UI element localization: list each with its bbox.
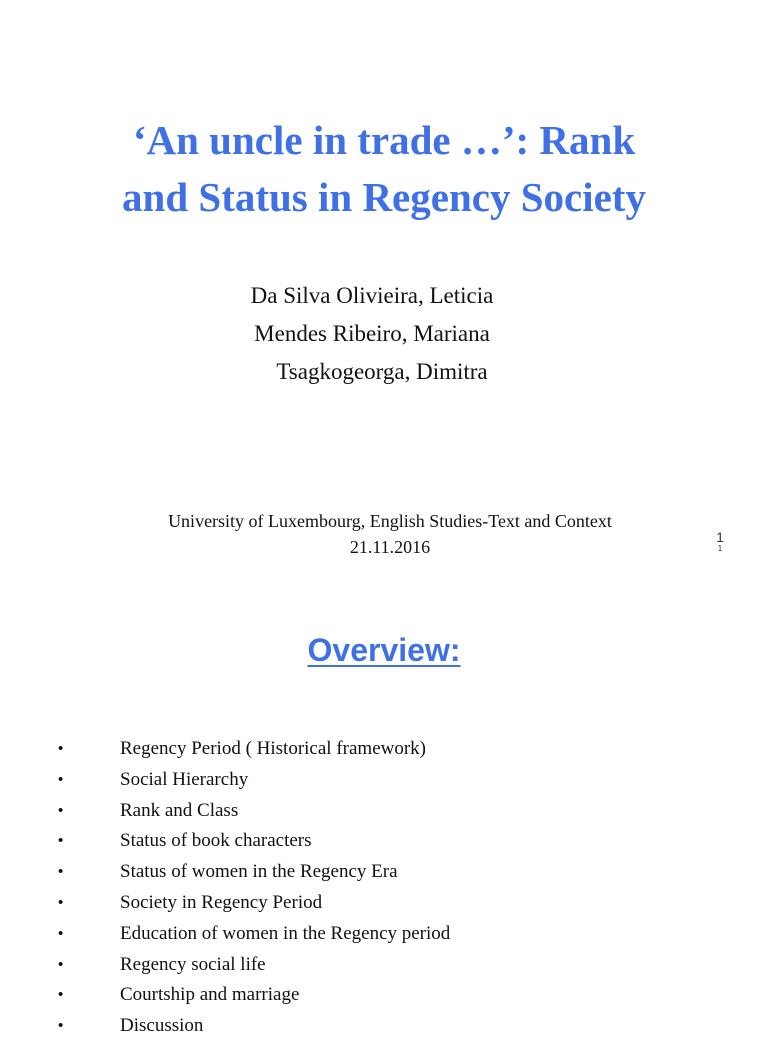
- bullet-icon: •: [58, 924, 64, 942]
- presentation-date: 21.11.2016: [349, 537, 431, 557]
- list-item-text: Discussion: [120, 1015, 204, 1037]
- list-item-text: Education of women in the Regency period: [120, 922, 451, 944]
- list-item: [0, 857, 768, 888]
- list-item: [0, 1011, 768, 1042]
- presentation-title: [40, 112, 728, 226]
- list-item-text: Rank and Class: [120, 799, 239, 821]
- bullet-icon: •: [58, 863, 64, 881]
- title-line: and Status in Regency Society: [122, 174, 646, 220]
- list-item-text: Regency Period ( Historical framework): [120, 738, 427, 759]
- list-item: [0, 980, 768, 1011]
- bullet-icon: •: [58, 770, 64, 788]
- overview-heading-text: Overview:: [307, 632, 461, 668]
- slide-number-sub: 1: [717, 544, 723, 553]
- list-item: [0, 826, 768, 857]
- list-item: [0, 734, 768, 765]
- bullet-icon: •: [58, 832, 64, 850]
- author-name: Tsagkogeorga, Dimitra: [276, 359, 488, 384]
- affiliation: University of Luxembourg, English Studies-Text and Context: [168, 511, 612, 531]
- affiliation-block: [0, 508, 780, 560]
- list-item-text: Regency social life: [120, 953, 266, 975]
- list-item-text: Social Hierarchy: [120, 768, 249, 790]
- bullet-icon: •: [58, 955, 64, 973]
- bullet-icon: •: [58, 893, 64, 911]
- overview-heading: [0, 628, 768, 672]
- slide-number: [710, 530, 730, 554]
- author-name: Mendes Ribeiro, Mariana: [254, 321, 490, 346]
- bullet-icon: •: [58, 986, 64, 1004]
- list-item-text: Courtship and marriage: [120, 984, 300, 1006]
- list-item: [0, 796, 768, 827]
- bullet-icon: •: [58, 1017, 64, 1035]
- title-line: ‘An uncle in trade …’: Rank: [132, 117, 636, 163]
- author-name: Da Silva Olivieira, Leticia: [250, 283, 494, 308]
- list-item: [0, 919, 768, 950]
- list-item-text: Status of book characters: [120, 830, 312, 852]
- slide-number-main: 1: [716, 529, 724, 545]
- bullet-icon: •: [58, 801, 64, 819]
- bullet-icon: •: [58, 740, 64, 757]
- list-item: [0, 765, 768, 796]
- list-item: [0, 950, 768, 981]
- list-item-text: Society in Regency Period: [120, 891, 323, 913]
- list-item: [0, 888, 768, 919]
- overview-list: [0, 734, 768, 1042]
- list-item-text: Status of women in the Regency Era: [120, 861, 398, 883]
- author-list: [0, 277, 768, 391]
